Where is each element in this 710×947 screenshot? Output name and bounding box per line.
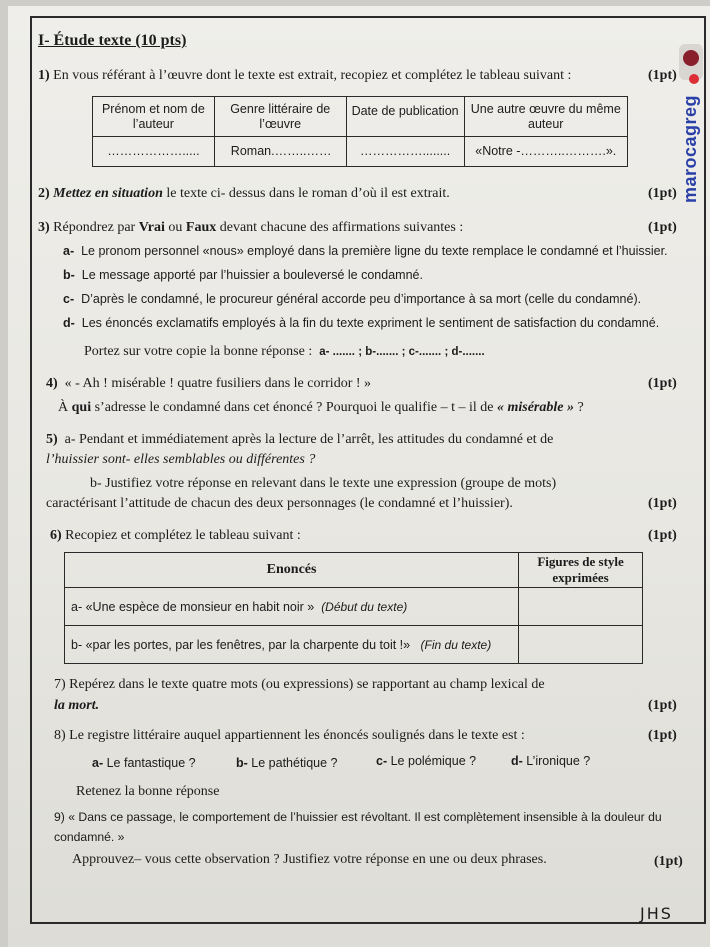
option-d: d- L’ironique ?: [511, 754, 591, 768]
question-7-line1: 7) Repérez dans le texte quatre mots (ou expressions) se rapportant au champ lexical de: [54, 677, 545, 692]
question-1-text: 1) En vous référant à l’œuvre dont le texte est extrait, recopiez et complétez le tableau suivant :: [38, 68, 572, 83]
question-4-quote: 4) « - Ah ! misérable ! quatre fusiliers dans le corridor ! »: [46, 376, 372, 391]
statement-d: d- Les énoncés exclamatifs employés à la fin du texte expriment le sentiment de satisfaction du condamné.: [63, 316, 660, 330]
statement-b: b- Le message apporté par l’huissier a bouleversé le condamné.: [63, 268, 423, 282]
header-genre: Genre littéraire de l’œuvre: [214, 97, 346, 137]
answer-cell: [519, 626, 643, 664]
question-6-points: (1pt): [648, 528, 677, 543]
cell-genre: Roman.……..……: [214, 137, 346, 167]
option-c: c- Le polémique ?: [376, 754, 477, 768]
style-figures-table: [64, 552, 643, 664]
question-3-points: (1pt): [648, 220, 677, 235]
question-9-points: (1pt): [654, 854, 683, 869]
question-6-text: 6) Recopiez et complétez le tableau suivant :: [50, 528, 301, 543]
option-a: a- Le fantastique ?: [92, 756, 196, 770]
exam-sheet: [8, 6, 710, 947]
question-8-text: 8) Le registre littéraire auquel appartiennent les énoncés soulignés dans le texte est :: [54, 728, 525, 743]
question-5b-line2: caractérisant l’attitude de chacun des deux personnages (le condamné et l’huissier).: [46, 496, 513, 511]
question-9-question: Approuvez– vous cette observation ? Justifiez votre réponse en une ou deux phrases.: [72, 852, 547, 867]
table-row: a- «Une espèce de monsieur en habit noir » (Début du texte): [65, 588, 519, 626]
retain-instruction: Retenez la bonne réponse: [76, 784, 220, 799]
statement-c: c- D’après le condamné, le procureur général accorde peu d’importance à sa mort (celle du condamné).: [63, 292, 642, 306]
header-other-work: Une autre œuvre du même auteur: [464, 97, 628, 137]
question-9-line2: condamné. »: [54, 830, 125, 844]
question-9-line1: 9) « Dans ce passage, le comportement de l’huissier est révoltant. Il est complètement insensible à la douleur du: [54, 810, 662, 824]
question-2-points: (1pt): [648, 186, 677, 201]
cell-date: ……………........: [346, 137, 464, 167]
cell-other-work: «Notre -………..……….».: [464, 137, 628, 167]
question-2-text: 2) Mettez en situation le texte ci- dessus dans le roman d’où il est extrait.: [38, 186, 450, 201]
cell-author: ……………….....: [93, 137, 215, 167]
header-figures: Figures de style exprimées: [519, 553, 643, 588]
section-title: I- Étude texte (10 pts): [38, 32, 187, 49]
question-7-points: (1pt): [648, 698, 677, 713]
question-4-text: À qui s’adresse le condamné dans cet énoncé ? Pourquoi le qualifie – t – il de « misérable » ?: [58, 400, 584, 415]
answer-instruction: Portez sur votre copie la bonne réponse : a- ....... ; b-....... ; c-....... ; d-.......: [84, 344, 485, 359]
watermark-text: marocagreg: [680, 95, 700, 204]
header-date: Date de publication: [346, 97, 464, 137]
question-3-text: 3) Répondrez par Vrai ou Faux devant chacune des affirmations suivantes :: [38, 220, 464, 235]
statement-a: a- Le pronom personnel «nous» employé dans la première ligne du texte remplace le condamné et l’huissier.: [63, 244, 668, 258]
question-5b-line1: b- Justifiez votre réponse en relevant dans le texte une expression (groupe de mots): [90, 476, 557, 491]
header-enonces: Enoncés: [65, 553, 519, 588]
question-7-line2: la mort.: [54, 698, 100, 713]
question-5-points: (1pt): [648, 496, 677, 511]
question-5a-line2: l’huissier sont- elles semblables ou différentes ?: [46, 452, 316, 467]
table-row: b- «par les portes, par les fenêtres, par la charpente du toit !» (Fin du texte): [65, 626, 519, 664]
watermark-logo-icon: [679, 44, 703, 80]
author-info-table: [92, 96, 628, 167]
question-1-points: (1pt): [648, 68, 677, 83]
question-8-points: (1pt): [648, 728, 677, 743]
header-author: Prénom et nom de l’auteur: [93, 97, 215, 137]
question-5a-line1: 5) a- Pendant et immédiatement après la lecture de l’arrêt, les attitudes du condamné et de: [46, 432, 554, 447]
answer-cell: [519, 588, 643, 626]
option-b: b- Le pathétique ?: [236, 756, 338, 770]
question-4-points: (1pt): [648, 376, 677, 391]
signature: JHS: [640, 904, 673, 923]
